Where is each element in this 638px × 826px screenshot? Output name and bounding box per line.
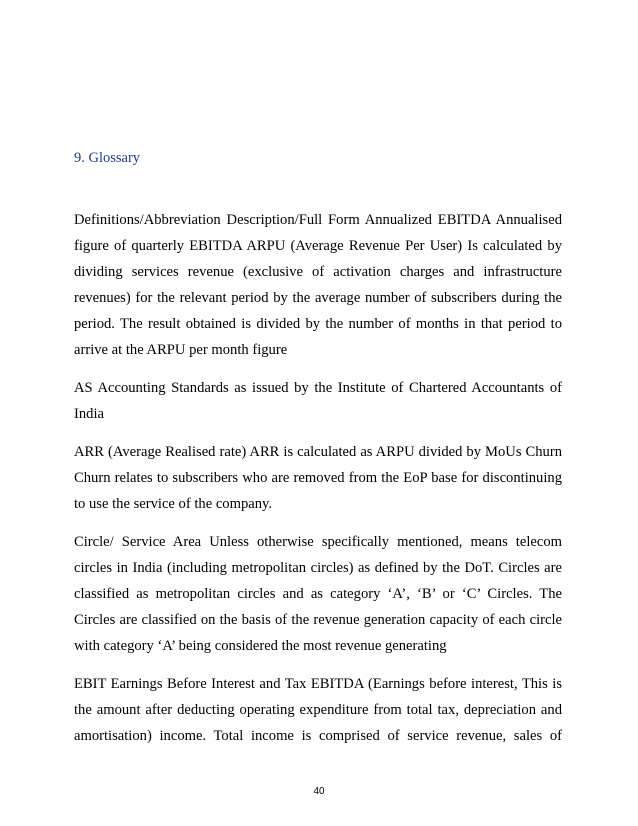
text-line: India	[74, 406, 104, 422]
text-line: Circles are classified on the basis of the revenue generation capacity of each circle	[74, 612, 562, 628]
text-line: arrive at the ARPU per month figure	[74, 342, 288, 358]
page-number: 40	[313, 786, 325, 797]
text-line: to use the service of the company.	[74, 496, 273, 512]
text-line: classified as metropolitan circles and as category ‘A’, ‘B’ or ‘C’ Circles. The	[74, 586, 562, 602]
glossary-entry-definitions	[74, 207, 562, 363]
text-line: with category ‘A’ being considered the most revenue generating	[74, 638, 447, 654]
text-line: dividing services revenue (exclusive of activation charges and infrastructure	[74, 264, 562, 280]
text-line: the amount after deducting operating expenditure from total tax, depreciation and	[74, 702, 562, 718]
text-line: figure of quarterly EBITDA ARPU (Average Revenue Per User) Is calculated by	[74, 238, 562, 254]
text-line: Circle/ Service Area Unless otherwise specifically mentioned, means telecom	[74, 534, 562, 550]
text-line: circles in India (including metropolitan circles) as defined by the DoT. Circles are	[74, 560, 562, 576]
glossary-entry-ebit	[74, 671, 562, 749]
text-line: revenues) for the relevant period by the average number of subscribers during the	[74, 290, 562, 306]
text-line: AS Accounting Standards as issued by the Institute of Chartered Accountants of	[74, 380, 562, 396]
text-line: ARR (Average Realised rate) ARR is calculated as ARPU divided by MoUs Churn	[74, 444, 562, 460]
text-line: period. The result obtained is divided by the number of months in that period to	[74, 316, 562, 332]
text-line: EBIT Earnings Before Interest and Tax EBITDA (Earnings before interest, This is	[74, 676, 562, 692]
glossary-entry-arr	[74, 439, 562, 517]
text-line: amortisation) income. Total income is comprised of service revenue, sales of	[74, 728, 562, 744]
glossary-entry-circle	[74, 529, 562, 659]
text-line: Churn relates to subscribers who are removed from the EoP base for discontinuing	[74, 470, 562, 486]
section-heading: 9. Glossary	[74, 150, 141, 166]
glossary-body	[74, 207, 562, 761]
glossary-entry-as	[74, 375, 562, 427]
text-line: Definitions/Abbreviation Description/Full Form Annualized EBITDA Annualised	[74, 212, 562, 228]
